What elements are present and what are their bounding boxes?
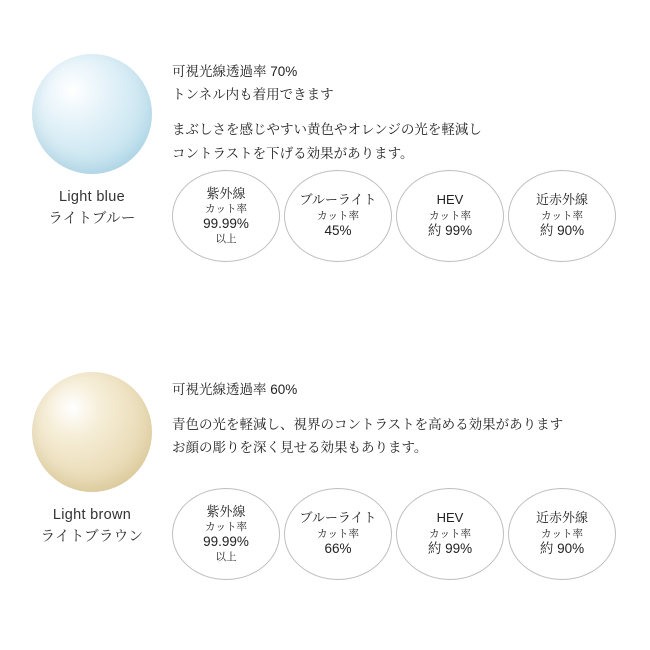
lens-swatch-light-blue (32, 54, 152, 174)
spec-circle-hev (396, 170, 504, 262)
spec-value: 99.99% (203, 533, 249, 549)
spec-sublabel: カット率 (205, 520, 247, 533)
spec-label: 紫外線 (206, 185, 246, 201)
description-block (172, 60, 642, 165)
spec-value: 45% (324, 222, 352, 238)
lens-name-ja: ライトブルー (48, 211, 136, 228)
spec-value: 約 90% (539, 222, 585, 238)
lens-name (22, 504, 162, 549)
spec-label: HEV (436, 192, 464, 208)
lens-name-ja: ライトブラウン (40, 529, 144, 546)
description-line: まぶしさを感じやすい黄色やオレンジの光を軽減し (172, 122, 482, 138)
spec-sublabel: カット率 (317, 209, 359, 222)
description-line: コントラストを下げる効果があります。 (172, 145, 414, 161)
spec-label: ブルーライト (299, 510, 377, 526)
lens-name (22, 186, 162, 231)
spec-circle-uv (172, 170, 280, 262)
description-block (172, 378, 642, 460)
spec-label: 紫外線 (206, 503, 246, 519)
description-line: 可視光線透過率 60% (172, 382, 298, 397)
lens-swatch-light-brown (32, 372, 152, 492)
spacer (172, 106, 642, 118)
spec-circle-hev (396, 488, 504, 580)
spec-circle-bluelight (284, 170, 392, 262)
spec-sublabel: カット率 (541, 209, 583, 222)
spec-label: ブルーライト (299, 192, 377, 208)
lens-swatch-column (22, 54, 162, 231)
spec-value: 約 90% (539, 540, 585, 556)
spec-value: 66% (324, 540, 352, 556)
spec-sublabel: カット率 (317, 527, 359, 540)
lens-swatch-column (22, 372, 162, 549)
spec-value: 約 99% (427, 540, 473, 556)
description-line: トンネル内も着用できます (172, 87, 334, 103)
description-line: 青色の光を軽減し、視界のコントラストを高める効果があります (172, 417, 564, 433)
spec-note: 以上 (215, 232, 237, 245)
spec-circle-row (172, 170, 642, 262)
spec-sublabel: カット率 (429, 527, 471, 540)
lens-name-en: Light blue (59, 189, 125, 205)
spec-circle-near-infrared (508, 170, 616, 262)
spec-label: 近赤外線 (535, 192, 588, 208)
spec-value: 99.99% (203, 215, 249, 231)
spec-note: 以上 (215, 550, 237, 563)
spacer (172, 401, 642, 413)
spec-circle-near-infrared (508, 488, 616, 580)
lens-name-en: Light brown (52, 507, 132, 523)
spec-circle-uv (172, 488, 280, 580)
spec-circle-row (172, 488, 642, 580)
spec-sublabel: カット率 (541, 527, 583, 540)
spec-sublabel: カット率 (205, 202, 247, 215)
description-line: 可視光線透過率 70% (172, 64, 298, 79)
spec-sublabel: カット率 (429, 209, 471, 222)
description-line: お顔の彫りを深く見せる効果もあります。 (172, 440, 428, 456)
spec-circle-bluelight (284, 488, 392, 580)
spec-label: 近赤外線 (535, 510, 588, 526)
spec-value: 約 99% (427, 222, 473, 238)
spec-label: HEV (436, 510, 464, 526)
